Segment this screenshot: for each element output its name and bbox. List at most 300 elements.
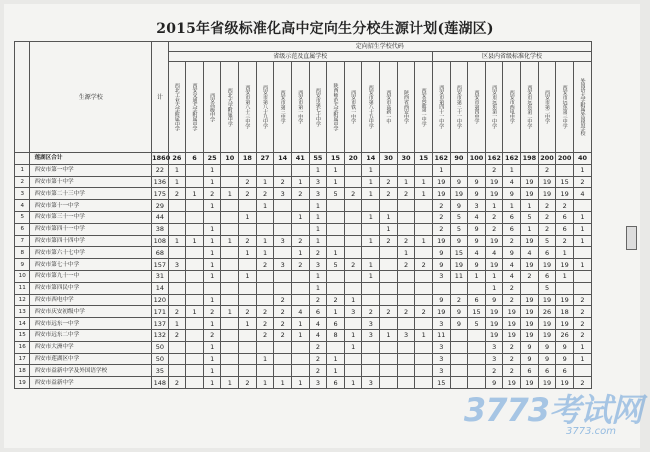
- row-cell: 2: [274, 176, 292, 188]
- header-group-a: 省级示范及直属学校: [168, 52, 432, 62]
- row-cell: 9: [468, 188, 486, 200]
- row-cell: [256, 270, 274, 282]
- row-cell: [186, 200, 204, 212]
- row-cell: 30: [397, 153, 415, 165]
- row-cell: 1: [327, 353, 345, 365]
- row-total: 68: [152, 247, 168, 259]
- row-cell: 1: [327, 365, 345, 377]
- row-cell: 19: [521, 377, 539, 389]
- header-school: [186, 62, 204, 153]
- row-cell: 9: [468, 223, 486, 235]
- row-cell: 1: [415, 329, 433, 341]
- row-cell: [450, 365, 468, 377]
- row-cell: 9: [450, 176, 468, 188]
- row-cell: [256, 211, 274, 223]
- header-school-label: 西安高级中学: [209, 92, 216, 122]
- row-cell: 1: [309, 211, 327, 223]
- row-cell: 6: [556, 365, 574, 377]
- row-cell: 9: [521, 353, 539, 365]
- header-school-label: 西安市第八十五中学: [367, 85, 374, 129]
- row-cell: 3: [274, 235, 292, 247]
- row-cell: 1: [397, 247, 415, 259]
- row-cell: 1: [556, 247, 574, 259]
- row-cell: [344, 282, 362, 294]
- row-cell: 9: [450, 306, 468, 318]
- row-cell: [362, 223, 380, 235]
- row-cell: 1: [203, 176, 221, 188]
- row-cell: 41: [291, 153, 309, 165]
- row-cell: [380, 377, 398, 389]
- row-cell: [274, 247, 292, 259]
- row-cell: [397, 270, 415, 282]
- row-cell: 1: [573, 164, 591, 176]
- row-cell: 2: [538, 164, 556, 176]
- row-cell: 11: [432, 329, 450, 341]
- row-cell: 1: [309, 282, 327, 294]
- row-cell: 6: [521, 365, 539, 377]
- row-cell: [221, 270, 239, 282]
- header-school-label: 西安交通大学附属中学: [191, 82, 198, 131]
- row-cell: 2: [503, 235, 521, 247]
- row-cell: [362, 294, 380, 306]
- row-cell: 2: [239, 176, 257, 188]
- row-cell: 1: [168, 176, 186, 188]
- row-cell: 19: [485, 235, 503, 247]
- watermark-logo: 3773考试网: [463, 391, 642, 429]
- row-cell: 1: [203, 318, 221, 330]
- row-cell: 2: [503, 294, 521, 306]
- row-cell: 15: [415, 153, 433, 165]
- table-row: [15, 247, 592, 259]
- row-cell: [256, 164, 274, 176]
- header-school-label: 西安市铁一中学: [350, 90, 357, 124]
- row-total: 29: [152, 200, 168, 212]
- row-index: [15, 153, 30, 165]
- row-cell: [221, 318, 239, 330]
- header-school: [256, 62, 274, 153]
- table-row: [15, 235, 592, 247]
- row-cell: 19: [485, 188, 503, 200]
- row-cell: 1: [521, 200, 539, 212]
- row-cell: 2: [573, 176, 591, 188]
- row-cell: 19: [432, 176, 450, 188]
- row-cell: 1: [256, 235, 274, 247]
- row-cell: 3: [309, 259, 327, 271]
- row-cell: 2: [239, 235, 257, 247]
- row-cell: 1: [256, 247, 274, 259]
- row-cell: 20: [344, 153, 362, 165]
- row-cell: 2: [291, 259, 309, 271]
- row-cell: [274, 223, 292, 235]
- row-total: 132: [152, 329, 168, 341]
- row-cell: [239, 164, 257, 176]
- row-cell: 19: [556, 259, 574, 271]
- row-cell: 15: [556, 176, 574, 188]
- row-cell: [450, 329, 468, 341]
- row-cell: 2: [239, 306, 257, 318]
- row-cell: [327, 282, 345, 294]
- row-cell: 6: [556, 223, 574, 235]
- row-cell: 1: [309, 235, 327, 247]
- binder-clip: [626, 226, 637, 250]
- row-total: 44: [152, 211, 168, 223]
- row-cell: 6: [538, 270, 556, 282]
- header-school-label: 西安市第三中学: [279, 90, 286, 124]
- row-cell: 6: [327, 318, 345, 330]
- row-cell: 2: [397, 235, 415, 247]
- header-school: [415, 62, 433, 153]
- header-school: [344, 62, 362, 153]
- header-school-label: 西安市第七十中学: [314, 87, 321, 127]
- row-cell: [344, 270, 362, 282]
- row-cell: 4: [468, 247, 486, 259]
- row-total: 50: [152, 341, 168, 353]
- row-cell: 9: [556, 353, 574, 365]
- row-index: 6: [15, 223, 30, 235]
- header-school-label: 西北工业大学附属中学: [173, 82, 180, 131]
- row-cell: 2: [573, 329, 591, 341]
- row-cell: 3: [432, 353, 450, 365]
- plan-table: [14, 41, 592, 389]
- row-cell: 2: [485, 223, 503, 235]
- row-cell: 1: [362, 188, 380, 200]
- row-cell: 30: [380, 153, 398, 165]
- row-cell: [362, 200, 380, 212]
- row-cell: [221, 259, 239, 271]
- row-cell: 2: [450, 294, 468, 306]
- row-cell: [468, 353, 486, 365]
- row-cell: [274, 353, 292, 365]
- row-school-name: 西安市第九十一中: [30, 270, 152, 282]
- row-cell: 1: [362, 211, 380, 223]
- row-cell: 2: [415, 259, 433, 271]
- row-cell: [397, 353, 415, 365]
- row-cell: 2: [344, 259, 362, 271]
- row-index: 9: [15, 259, 30, 271]
- row-cell: 19: [538, 176, 556, 188]
- row-cell: 3: [344, 306, 362, 318]
- row-cell: 2: [274, 306, 292, 318]
- row-cell: 2: [432, 200, 450, 212]
- row-cell: 1: [521, 223, 539, 235]
- row-cell: 1: [327, 164, 345, 176]
- row-cell: 1: [397, 176, 415, 188]
- row-cell: [186, 211, 204, 223]
- row-cell: [221, 294, 239, 306]
- row-cell: [168, 341, 186, 353]
- row-cell: 2: [538, 211, 556, 223]
- row-cell: 1: [503, 200, 521, 212]
- header-school: [203, 62, 221, 153]
- row-index: 8: [15, 247, 30, 259]
- row-cell: 19: [521, 176, 539, 188]
- row-cell: [256, 365, 274, 377]
- row-cell: [450, 282, 468, 294]
- row-cell: [256, 282, 274, 294]
- row-cell: 2: [239, 188, 257, 200]
- row-school-name: 西安市第七十中学: [30, 259, 152, 271]
- row-cell: 2: [573, 294, 591, 306]
- row-cell: [203, 211, 221, 223]
- row-cell: [432, 282, 450, 294]
- row-total: 137: [152, 318, 168, 330]
- row-cell: [344, 365, 362, 377]
- row-cell: [380, 353, 398, 365]
- row-total: 157: [152, 259, 168, 271]
- row-cell: 2: [556, 235, 574, 247]
- row-cell: [327, 211, 345, 223]
- header-group-b: 区县内省级标准化学校: [432, 52, 591, 62]
- row-school-name: 西安市第六十七中学: [30, 247, 152, 259]
- row-cell: 1: [256, 176, 274, 188]
- row-cell: 1: [203, 247, 221, 259]
- row-cell: 1: [415, 176, 433, 188]
- row-cell: 1: [203, 341, 221, 353]
- row-cell: 3: [274, 188, 292, 200]
- row-school-name: 西安市第十中学: [30, 176, 152, 188]
- row-cell: [380, 247, 398, 259]
- row-cell: 5: [327, 188, 345, 200]
- row-cell: 1: [415, 188, 433, 200]
- row-cell: [397, 377, 415, 389]
- row-cell: 198: [521, 153, 539, 165]
- row-cell: [344, 318, 362, 330]
- row-cell: [573, 282, 591, 294]
- row-cell: [168, 294, 186, 306]
- row-cell: 1: [203, 270, 221, 282]
- row-cell: 162: [485, 153, 503, 165]
- row-total: 38: [152, 223, 168, 235]
- row-cell: 2: [291, 188, 309, 200]
- row-cell: [239, 282, 257, 294]
- header-school-label: 西安市远东第一中学: [491, 85, 498, 129]
- row-cell: 200: [538, 153, 556, 165]
- row-cell: 90: [450, 153, 468, 165]
- row-cell: [291, 341, 309, 353]
- row-cell: [380, 200, 398, 212]
- row-cell: 2: [274, 294, 292, 306]
- row-cell: 1: [573, 235, 591, 247]
- row-cell: [327, 270, 345, 282]
- row-cell: [397, 318, 415, 330]
- row-cell: 6: [468, 294, 486, 306]
- row-cell: 4: [521, 247, 539, 259]
- header-school: [309, 62, 327, 153]
- row-cell: [221, 176, 239, 188]
- row-cell: [168, 365, 186, 377]
- row-cell: 1: [362, 176, 380, 188]
- table-row: [15, 200, 592, 212]
- row-cell: [397, 223, 415, 235]
- row-cell: 2: [309, 294, 327, 306]
- row-cell: 2: [503, 353, 521, 365]
- row-cell: 1: [415, 235, 433, 247]
- row-cell: 19: [485, 259, 503, 271]
- row-cell: 19: [485, 318, 503, 330]
- row-cell: 4: [485, 247, 503, 259]
- row-cell: 2: [380, 188, 398, 200]
- row-cell: [221, 164, 239, 176]
- row-cell: [573, 200, 591, 212]
- row-cell: 1: [573, 259, 591, 271]
- row-cell: 11: [450, 270, 468, 282]
- row-cell: [274, 211, 292, 223]
- header-school: [468, 62, 486, 153]
- header-school-label: 西安市远东第三中学: [561, 85, 568, 129]
- row-index: 2: [15, 176, 30, 188]
- row-cell: 1: [239, 270, 257, 282]
- row-total: 175: [152, 188, 168, 200]
- row-cell: [344, 223, 362, 235]
- row-cell: 5: [521, 211, 539, 223]
- row-cell: 1: [573, 211, 591, 223]
- row-cell: [380, 164, 398, 176]
- row-cell: 3: [309, 188, 327, 200]
- header-school: [327, 62, 345, 153]
- row-cell: 1: [362, 235, 380, 247]
- row-cell: 1: [485, 282, 503, 294]
- row-cell: 19: [503, 329, 521, 341]
- row-cell: [274, 365, 292, 377]
- row-cell: [168, 353, 186, 365]
- row-cell: [397, 294, 415, 306]
- row-cell: [221, 353, 239, 365]
- row-cell: 2: [556, 200, 574, 212]
- row-cell: 19: [503, 377, 521, 389]
- row-cell: 1: [344, 377, 362, 389]
- row-cell: 3: [485, 353, 503, 365]
- row-cell: [397, 211, 415, 223]
- row-cell: 6: [327, 377, 345, 389]
- header-school-label: 陕西师范大学附属中学: [332, 82, 339, 131]
- row-cell: 19: [521, 306, 539, 318]
- row-cell: [415, 211, 433, 223]
- row-cell: [397, 341, 415, 353]
- row-cell: 15: [450, 247, 468, 259]
- row-cell: [186, 282, 204, 294]
- row-cell: [256, 223, 274, 235]
- row-cell: 1: [573, 341, 591, 353]
- row-school-name: 西安市益新中学及外国语学校: [30, 365, 152, 377]
- row-cell: 2: [397, 306, 415, 318]
- row-cell: 19: [556, 318, 574, 330]
- row-cell: 19: [432, 235, 450, 247]
- row-cell: [186, 365, 204, 377]
- header-source-school: 生源学校: [30, 42, 152, 153]
- row-cell: [221, 365, 239, 377]
- row-cell: [274, 164, 292, 176]
- row-cell: 19: [521, 259, 539, 271]
- row-cell: 3: [362, 318, 380, 330]
- row-cell: 19: [556, 377, 574, 389]
- row-cell: [344, 176, 362, 188]
- row-total: 50: [152, 353, 168, 365]
- row-cell: [203, 282, 221, 294]
- row-cell: 15: [468, 306, 486, 318]
- row-cell: 2: [397, 188, 415, 200]
- row-cell: 2: [256, 306, 274, 318]
- row-cell: 200: [556, 153, 574, 165]
- row-cell: 2: [573, 318, 591, 330]
- row-cell: [186, 247, 204, 259]
- header-school: [538, 62, 556, 153]
- row-cell: 3: [432, 270, 450, 282]
- row-cell: 9: [521, 341, 539, 353]
- header-school-label: 西安市高新一中: [385, 90, 392, 124]
- row-school-name: 西安市第十一中学: [30, 200, 152, 212]
- row-cell: 1: [362, 259, 380, 271]
- header-school-label: 西安市第八十九中学: [262, 85, 269, 129]
- table-row: [15, 306, 592, 318]
- row-cell: 9: [503, 188, 521, 200]
- row-cell: [415, 353, 433, 365]
- row-cell: [239, 365, 257, 377]
- row-school-name: 西安市西电中学: [30, 294, 152, 306]
- header-school: [521, 62, 539, 153]
- row-cell: 1: [309, 223, 327, 235]
- row-cell: [362, 353, 380, 365]
- row-cell: [415, 247, 433, 259]
- row-cell: 1: [203, 377, 221, 389]
- row-cell: 2: [503, 282, 521, 294]
- row-cell: 1: [503, 164, 521, 176]
- row-cell: 19: [556, 294, 574, 306]
- row-cell: 3: [432, 365, 450, 377]
- row-cell: 1: [291, 329, 309, 341]
- row-cell: [274, 270, 292, 282]
- row-cell: 1: [344, 294, 362, 306]
- row-cell: 3: [309, 377, 327, 389]
- row-cell: 5: [538, 282, 556, 294]
- row-cell: 19: [521, 329, 539, 341]
- table-row: [15, 294, 592, 306]
- header-school: [291, 62, 309, 153]
- row-cell: 2: [485, 164, 503, 176]
- row-cell: 1: [573, 353, 591, 365]
- header-school: [556, 62, 574, 153]
- row-cell: 2: [538, 223, 556, 235]
- row-cell: 9: [485, 377, 503, 389]
- row-cell: 2: [503, 341, 521, 353]
- row-cell: 1: [168, 235, 186, 247]
- row-cell: [397, 200, 415, 212]
- row-cell: 1: [203, 294, 221, 306]
- row-cell: 4: [503, 176, 521, 188]
- row-cell: [274, 282, 292, 294]
- row-cell: [221, 341, 239, 353]
- row-school-name: 西安市第一中学: [30, 164, 152, 176]
- row-cell: [327, 341, 345, 353]
- header-school: [380, 62, 398, 153]
- header-school: [503, 62, 521, 153]
- row-cell: 9: [432, 247, 450, 259]
- row-school-name: 西安市远东一中学: [30, 318, 152, 330]
- row-index: 13: [15, 306, 30, 318]
- row-cell: 2: [380, 176, 398, 188]
- row-cell: 1: [203, 259, 221, 271]
- row-cell: [380, 365, 398, 377]
- header-school-label: 西安市第四十一中学: [438, 85, 445, 129]
- row-total: 1860: [152, 154, 171, 163]
- row-cell: 9: [432, 259, 450, 271]
- row-cell: 1: [186, 235, 204, 247]
- row-cell: [556, 282, 574, 294]
- row-cell: 1: [380, 211, 398, 223]
- row-cell: [327, 235, 345, 247]
- row-index: 11: [15, 282, 30, 294]
- row-cell: 2: [309, 247, 327, 259]
- table-body: [15, 153, 592, 389]
